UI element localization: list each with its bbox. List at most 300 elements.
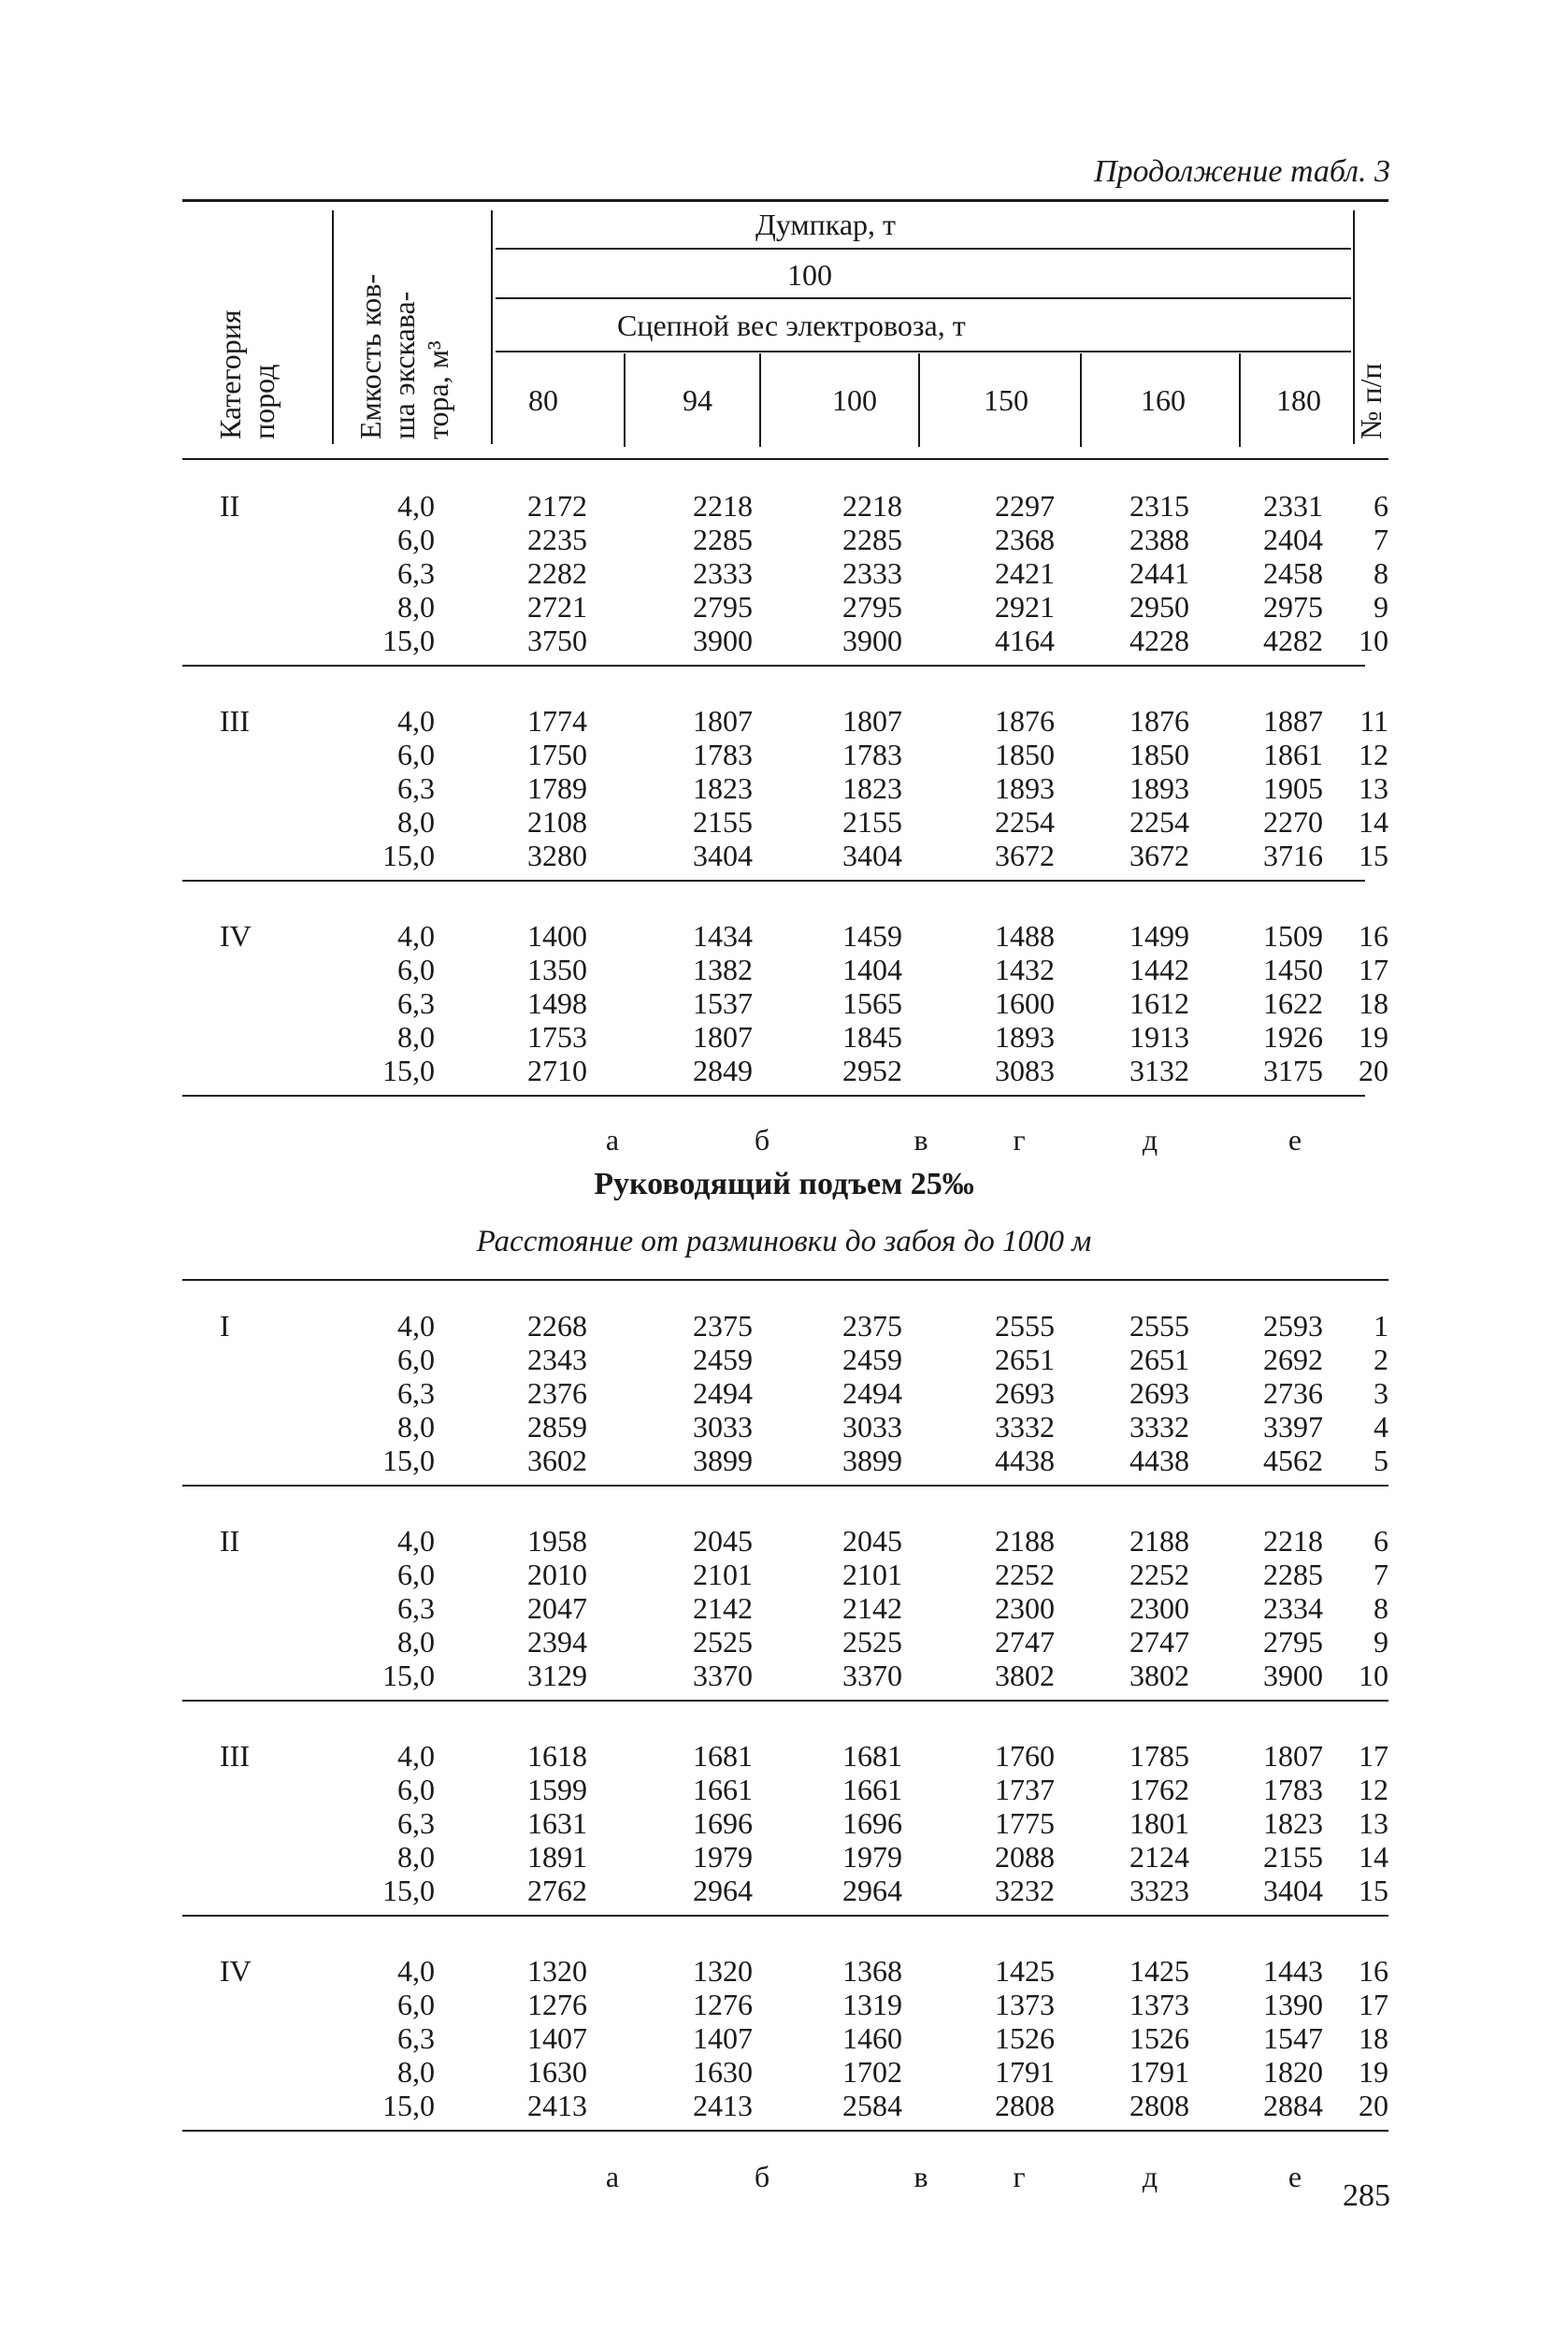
value-cell: 2593 — [1263, 1309, 1323, 1343]
column-letter-label: в — [913, 1123, 928, 1157]
category-label: III — [220, 1739, 250, 1773]
value-cell: 2235 — [527, 523, 587, 556]
value-cell: 1404 — [842, 953, 902, 986]
column-letter-label: в — [913, 2160, 928, 2193]
value-cell: 2188 — [1129, 1524, 1189, 1558]
value-cell: 1681 — [842, 1739, 902, 1773]
loco-divider-1 — [624, 353, 626, 447]
value-cell: 3750 — [527, 624, 587, 657]
value-cell: 2218 — [842, 489, 902, 523]
value-cell: 2808 — [995, 2089, 1055, 2122]
value-cell: 3672 — [995, 839, 1055, 872]
value-cell: 1320 — [693, 1954, 753, 1988]
value-cell: 1498 — [527, 986, 587, 1020]
value-cell: 1823 — [693, 771, 753, 805]
row-number-cell: 8 — [1374, 1591, 1388, 1625]
bucket-capacity-cell: 4,0 — [397, 919, 435, 953]
value-cell: 2795 — [1263, 1625, 1323, 1659]
bucket-capacity-cell: 6,3 — [397, 1806, 435, 1840]
bucket-capacity-cell: 15,0 — [382, 1874, 435, 1907]
value-cell: 1407 — [693, 2021, 753, 2055]
value-cell: 1526 — [1129, 2021, 1189, 2055]
column-letter-label: а — [605, 1123, 620, 1157]
row-number-cell: 20 — [1359, 1054, 1388, 1087]
group-separator-rule — [182, 665, 1365, 667]
value-cell: 2218 — [1263, 1524, 1323, 1558]
column-letter-label: б — [754, 2160, 770, 2193]
value-cell: 3280 — [527, 839, 587, 872]
value-cell: 1750 — [527, 738, 587, 771]
value-cell: 4228 — [1129, 624, 1189, 657]
bucket-capacity-cell: 8,0 — [397, 1020, 435, 1054]
value-cell: 4282 — [1263, 624, 1323, 657]
section-subtitle: Расстояние от разминовки до забоя до 1000 м — [476, 1225, 1092, 1258]
group-separator-rule — [182, 1700, 1388, 1702]
value-cell: 3716 — [1263, 839, 1323, 872]
bucket-capacity-cell: 6,3 — [397, 771, 435, 805]
value-cell: 3397 — [1263, 1410, 1323, 1444]
value-cell: 2101 — [693, 1558, 753, 1591]
bucket-capacity-cell: 15,0 — [382, 1444, 435, 1477]
row-number-cell: 15 — [1359, 1874, 1388, 1907]
table-continuation-caption: Продолжение табл. 3 — [1093, 154, 1390, 189]
row-number-cell: 9 — [1374, 1625, 1388, 1659]
table-2-top-rule — [182, 1279, 1388, 1281]
loco-divider-2 — [759, 353, 761, 447]
row-number-cell: 12 — [1359, 738, 1388, 771]
value-cell: 1600 — [995, 986, 1055, 1020]
header-bottom-rule — [182, 458, 1388, 460]
loco-value-180: 180 — [1276, 383, 1321, 417]
value-cell: 1807 — [693, 1020, 753, 1054]
dumpcar-rule — [496, 248, 1351, 250]
value-cell: 2045 — [842, 1524, 902, 1558]
value-cell: 2651 — [1129, 1343, 1189, 1376]
value-cell: 2218 — [693, 489, 753, 523]
value-cell: 1612 — [1129, 986, 1189, 1020]
value-cell: 1850 — [995, 738, 1055, 771]
value-cell: 2045 — [693, 1524, 753, 1558]
row-number-cell: 16 — [1359, 919, 1388, 953]
value-cell: 1876 — [1129, 704, 1189, 738]
bucket-capacity-cell: 15,0 — [382, 2089, 435, 2122]
value-cell: 2458 — [1263, 556, 1323, 590]
bucket-capacity-cell: 6,0 — [397, 1773, 435, 1806]
row-number-cell: 19 — [1359, 1020, 1388, 1054]
value-cell: 2376 — [527, 1376, 587, 1410]
bucket-capacity-cell: 8,0 — [397, 2055, 435, 2089]
value-cell: 1807 — [693, 704, 753, 738]
row-number-cell: 14 — [1359, 1840, 1388, 1874]
value-cell: 2375 — [693, 1309, 753, 1343]
bucket-capacity-cell: 4,0 — [397, 704, 435, 738]
loco-divider-4 — [1080, 353, 1082, 447]
value-cell: 1774 — [527, 704, 587, 738]
value-cell: 3175 — [1263, 1054, 1323, 1087]
value-cell: 1905 — [1263, 771, 1323, 805]
value-cell: 3900 — [842, 624, 902, 657]
value-cell: 1442 — [1129, 953, 1189, 986]
bucket-capacity-cell: 6,0 — [397, 523, 435, 556]
bucket-capacity-cell: 6,0 — [397, 953, 435, 986]
header-divider-1 — [332, 210, 334, 444]
group-separator-rule — [182, 1915, 1388, 1917]
value-cell: 1887 — [1263, 704, 1323, 738]
row-number-cell: 7 — [1374, 1558, 1388, 1591]
value-cell: 2762 — [527, 1874, 587, 1907]
value-cell: 1979 — [842, 1840, 902, 1874]
value-cell: 4438 — [1129, 1444, 1189, 1477]
value-cell: 2494 — [842, 1376, 902, 1410]
bucket-capacity-cell: 6,0 — [397, 738, 435, 771]
value-cell: 2555 — [1129, 1309, 1189, 1343]
value-cell: 3404 — [842, 839, 902, 872]
dumpcar-value: 100 — [787, 258, 832, 292]
value-cell: 3602 — [527, 1444, 587, 1477]
value-cell: 1459 — [842, 919, 902, 953]
loco-rule — [496, 351, 1351, 352]
row-number-cell: 2 — [1374, 1343, 1388, 1376]
value-cell: 1958 — [527, 1524, 587, 1558]
bucket-capacity-cell: 6,3 — [397, 2021, 435, 2055]
row-number-cell: 14 — [1359, 805, 1388, 839]
column-letter-label: е — [1287, 2160, 1302, 2193]
group-separator-rule — [182, 880, 1365, 882]
value-cell: 2142 — [842, 1591, 902, 1625]
value-cell: 2300 — [1129, 1591, 1189, 1625]
category-header: Категория пород — [213, 309, 281, 439]
row-number-cell: 7 — [1374, 523, 1388, 556]
value-cell: 2142 — [693, 1591, 753, 1625]
page-number: 285 — [1343, 2178, 1390, 2213]
value-cell: 1460 — [842, 2021, 902, 2055]
bucket-capacity-cell: 15,0 — [382, 1659, 435, 1692]
value-cell: 2375 — [842, 1309, 902, 1343]
value-cell: 2252 — [1129, 1558, 1189, 1591]
value-cell: 3900 — [1263, 1659, 1323, 1692]
value-cell: 1618 — [527, 1739, 587, 1773]
value-cell: 3033 — [693, 1410, 753, 1444]
value-cell: 1661 — [842, 1773, 902, 1806]
value-cell: 2172 — [527, 489, 587, 523]
row-number-cell: 6 — [1374, 489, 1388, 523]
dumpcar-value-rule — [496, 297, 1351, 299]
value-cell: 1450 — [1263, 953, 1323, 986]
row-number-cell: 12 — [1359, 1773, 1388, 1806]
row-number-cell: 19 — [1359, 2055, 1388, 2089]
value-cell: 2975 — [1263, 590, 1323, 624]
value-cell: 1823 — [842, 771, 902, 805]
value-cell: 2555 — [995, 1309, 1055, 1343]
section-title: Руководящий подъем 25‰ — [594, 1167, 974, 1201]
value-cell: 1661 — [693, 1773, 753, 1806]
value-cell: 3332 — [995, 1410, 1055, 1444]
value-cell: 2721 — [527, 590, 587, 624]
value-cell: 2331 — [1263, 489, 1323, 523]
value-cell: 1807 — [1263, 1739, 1323, 1773]
value-cell: 3404 — [1263, 1874, 1323, 1907]
value-cell: 2736 — [1263, 1376, 1323, 1410]
value-cell: 1760 — [995, 1739, 1055, 1773]
value-cell: 2421 — [995, 556, 1055, 590]
value-cell: 1762 — [1129, 1773, 1189, 1806]
row-number-cell: 17 — [1359, 1739, 1388, 1773]
loco-value-160: 160 — [1141, 383, 1186, 417]
value-cell: 3370 — [693, 1659, 753, 1692]
row-number-cell: 10 — [1359, 1659, 1388, 1692]
value-cell: 1926 — [1263, 1020, 1323, 1054]
value-cell: 2747 — [1129, 1625, 1189, 1659]
value-cell: 1320 — [527, 1954, 587, 1988]
value-cell: 2155 — [1263, 1840, 1323, 1874]
value-cell: 2368 — [995, 523, 1055, 556]
header-divider-2 — [491, 210, 493, 444]
value-cell: 3129 — [527, 1659, 587, 1692]
dumpcar-header: Думпкар, т — [755, 208, 897, 241]
row-number-cell: 10 — [1359, 624, 1388, 657]
group-separator-rule — [182, 2130, 1388, 2132]
value-cell: 2808 — [1129, 2089, 1189, 2122]
value-cell: 2849 — [693, 1054, 753, 1087]
value-cell: 2315 — [1129, 489, 1189, 523]
row-number-cell: 8 — [1374, 556, 1388, 590]
value-cell: 1276 — [527, 1988, 587, 2021]
value-cell: 3323 — [1129, 1874, 1189, 1907]
value-cell: 4562 — [1263, 1444, 1323, 1477]
value-cell: 1791 — [1129, 2055, 1189, 2089]
value-cell: 2441 — [1129, 556, 1189, 590]
value-cell: 2333 — [842, 556, 902, 590]
row-number-cell: 15 — [1359, 839, 1388, 872]
value-cell: 1861 — [1263, 738, 1323, 771]
value-cell: 1775 — [995, 1806, 1055, 1840]
row-number-cell: 13 — [1359, 771, 1388, 805]
category-label: IV — [220, 1954, 252, 1988]
group-separator-rule — [182, 1485, 1388, 1487]
bucket-capacity-cell: 4,0 — [397, 1954, 435, 1988]
value-cell: 2404 — [1263, 523, 1323, 556]
value-cell: 1425 — [995, 1954, 1055, 1988]
category-label: IV — [220, 919, 252, 953]
row-number-cell: 17 — [1359, 953, 1388, 986]
value-cell: 1276 — [693, 1988, 753, 2021]
bucket-capacity-cell: 6,0 — [397, 1343, 435, 1376]
row-number-cell: 17 — [1359, 1988, 1388, 2021]
value-cell: 2333 — [693, 556, 753, 590]
row-number-cell: 3 — [1374, 1376, 1388, 1410]
value-cell: 2884 — [1263, 2089, 1323, 2122]
value-cell: 2124 — [1129, 1840, 1189, 1874]
value-cell: 3033 — [842, 1410, 902, 1444]
value-cell: 2285 — [842, 523, 902, 556]
value-cell: 2413 — [693, 2089, 753, 2122]
value-cell: 2254 — [995, 805, 1055, 839]
value-cell: 1488 — [995, 919, 1055, 953]
value-cell: 1630 — [693, 2055, 753, 2089]
value-cell: 1443 — [1263, 1954, 1323, 1988]
value-cell: 1696 — [693, 1806, 753, 1840]
category-label: II — [220, 1524, 240, 1558]
bucket-capacity-cell: 6,0 — [397, 1558, 435, 1591]
value-cell: 3672 — [1129, 839, 1189, 872]
value-cell: 1737 — [995, 1773, 1055, 1806]
bucket-capacity-cell: 8,0 — [397, 805, 435, 839]
value-cell: 1893 — [1129, 771, 1189, 805]
value-cell: 1499 — [1129, 919, 1189, 953]
value-cell: 1789 — [527, 771, 587, 805]
value-cell: 2525 — [693, 1625, 753, 1659]
bucket-capacity-cell: 8,0 — [397, 1410, 435, 1444]
category-label: III — [220, 704, 250, 738]
value-cell: 2252 — [995, 1558, 1055, 1591]
bucket-capacity-cell: 15,0 — [382, 839, 435, 872]
loco-value-94: 94 — [683, 383, 712, 417]
row-number-cell: 1 — [1374, 1309, 1388, 1343]
column-letter-label: г — [1013, 2160, 1026, 2193]
bucket-capacity-cell: 8,0 — [397, 1840, 435, 1874]
value-cell: 2268 — [527, 1309, 587, 1343]
bucket-capacity-cell: 4,0 — [397, 1739, 435, 1773]
value-cell: 1407 — [527, 2021, 587, 2055]
value-cell: 1913 — [1129, 1020, 1189, 1054]
bucket-capacity-cell: 6,3 — [397, 1591, 435, 1625]
row-number-cell: 11 — [1359, 704, 1388, 738]
value-cell: 2343 — [527, 1343, 587, 1376]
value-cell: 1509 — [1263, 919, 1323, 953]
loco-value-100: 100 — [832, 383, 877, 417]
value-cell: 1791 — [995, 2055, 1055, 2089]
value-cell: 1432 — [995, 953, 1055, 986]
value-cell: 1823 — [1263, 1806, 1323, 1840]
value-cell: 2795 — [693, 590, 753, 624]
value-cell: 2285 — [693, 523, 753, 556]
bucket-capacity-cell: 6,3 — [397, 556, 435, 590]
value-cell: 2101 — [842, 1558, 902, 1591]
value-cell: 1434 — [693, 919, 753, 953]
column-letter-label: д — [1142, 1123, 1158, 1157]
value-cell: 2525 — [842, 1625, 902, 1659]
value-cell: 2693 — [995, 1376, 1055, 1410]
value-cell: 2388 — [1129, 523, 1189, 556]
column-letter-label: г — [1013, 1123, 1026, 1157]
value-cell: 1622 — [1263, 986, 1323, 1020]
value-cell: 2394 — [527, 1625, 587, 1659]
row-number-cell: 5 — [1374, 1444, 1388, 1477]
value-cell: 2188 — [995, 1524, 1055, 1558]
bucket-capacity-cell: 4,0 — [397, 1309, 435, 1343]
value-cell: 3404 — [693, 839, 753, 872]
value-cell: 2088 — [995, 1840, 1055, 1874]
value-cell: 2859 — [527, 1410, 587, 1444]
column-letter-label: а — [605, 2160, 620, 2193]
bucket-capacity-cell: 6,3 — [397, 1376, 435, 1410]
group-separator-rule — [182, 1095, 1365, 1097]
value-cell: 2270 — [1263, 805, 1323, 839]
row-number-cell: 16 — [1359, 1954, 1388, 1988]
value-cell: 1547 — [1263, 2021, 1323, 2055]
value-cell: 1820 — [1263, 2055, 1323, 2089]
value-cell: 3083 — [995, 1054, 1055, 1087]
value-cell: 4438 — [995, 1444, 1055, 1477]
value-cell: 1368 — [842, 1954, 902, 1988]
row-number-cell: 13 — [1359, 1806, 1388, 1840]
column-letter-label: б — [754, 1123, 770, 1157]
value-cell: 2334 — [1263, 1591, 1323, 1625]
bucket-capacity-cell: 8,0 — [397, 590, 435, 624]
value-cell: 1702 — [842, 2055, 902, 2089]
value-cell: 2692 — [1263, 1343, 1323, 1376]
value-cell: 2795 — [842, 590, 902, 624]
value-cell: 1783 — [693, 738, 753, 771]
value-cell: 1845 — [842, 1020, 902, 1054]
value-cell: 1681 — [693, 1739, 753, 1773]
value-cell: 2964 — [842, 1874, 902, 1907]
value-cell: 1891 — [527, 1840, 587, 1874]
value-cell: 1893 — [995, 771, 1055, 805]
value-cell: 2710 — [527, 1054, 587, 1087]
value-cell: 2964 — [693, 1874, 753, 1907]
value-cell: 1565 — [842, 986, 902, 1020]
bucket-capacity-cell: 6,0 — [397, 1988, 435, 2021]
row-number-cell: 18 — [1359, 986, 1388, 1020]
value-cell: 2155 — [693, 805, 753, 839]
row-number-cell: 20 — [1359, 2089, 1388, 2122]
value-cell: 2047 — [527, 1591, 587, 1625]
value-cell: 1630 — [527, 2055, 587, 2089]
row-number-cell: 18 — [1359, 2021, 1388, 2055]
value-cell: 3802 — [995, 1659, 1055, 1692]
value-cell: 1876 — [995, 704, 1055, 738]
value-cell: 3899 — [693, 1444, 753, 1477]
bucket-capacity-cell: 6,3 — [397, 986, 435, 1020]
value-cell: 2155 — [842, 805, 902, 839]
value-cell: 1425 — [1129, 1954, 1189, 1988]
value-cell: 2297 — [995, 489, 1055, 523]
value-cell: 1400 — [527, 919, 587, 953]
category-label: II — [220, 489, 240, 523]
value-cell: 1382 — [693, 953, 753, 986]
value-cell: 1801 — [1129, 1806, 1189, 1840]
value-cell: 1893 — [995, 1020, 1055, 1054]
value-cell: 1319 — [842, 1988, 902, 2021]
value-cell: 2747 — [995, 1625, 1055, 1659]
value-cell: 3232 — [995, 1874, 1055, 1907]
value-cell: 1537 — [693, 986, 753, 1020]
value-cell: 2413 — [527, 2089, 587, 2122]
value-cell: 1599 — [527, 1773, 587, 1806]
loco-weight-header: Сцепной вес электровоза, т — [617, 309, 966, 342]
value-cell: 3899 — [842, 1444, 902, 1477]
value-cell: 2693 — [1129, 1376, 1189, 1410]
value-cell: 2285 — [1263, 1558, 1323, 1591]
value-cell: 1850 — [1129, 738, 1189, 771]
value-cell: 1373 — [1129, 1988, 1189, 2021]
value-cell: 2282 — [527, 556, 587, 590]
bucket-capacity-cell: 4,0 — [397, 489, 435, 523]
value-cell: 1783 — [1263, 1773, 1323, 1806]
value-cell: 2459 — [693, 1343, 753, 1376]
value-cell: 2459 — [842, 1343, 902, 1376]
value-cell: 2010 — [527, 1558, 587, 1591]
value-cell: 3370 — [842, 1659, 902, 1692]
value-cell: 2952 — [842, 1054, 902, 1087]
column-letter-label: д — [1142, 2160, 1158, 2193]
bucket-capacity-cell: 8,0 — [397, 1625, 435, 1659]
value-cell: 2108 — [527, 805, 587, 839]
value-cell: 3900 — [693, 624, 753, 657]
value-cell: 1696 — [842, 1806, 902, 1840]
value-cell: 1783 — [842, 738, 902, 771]
